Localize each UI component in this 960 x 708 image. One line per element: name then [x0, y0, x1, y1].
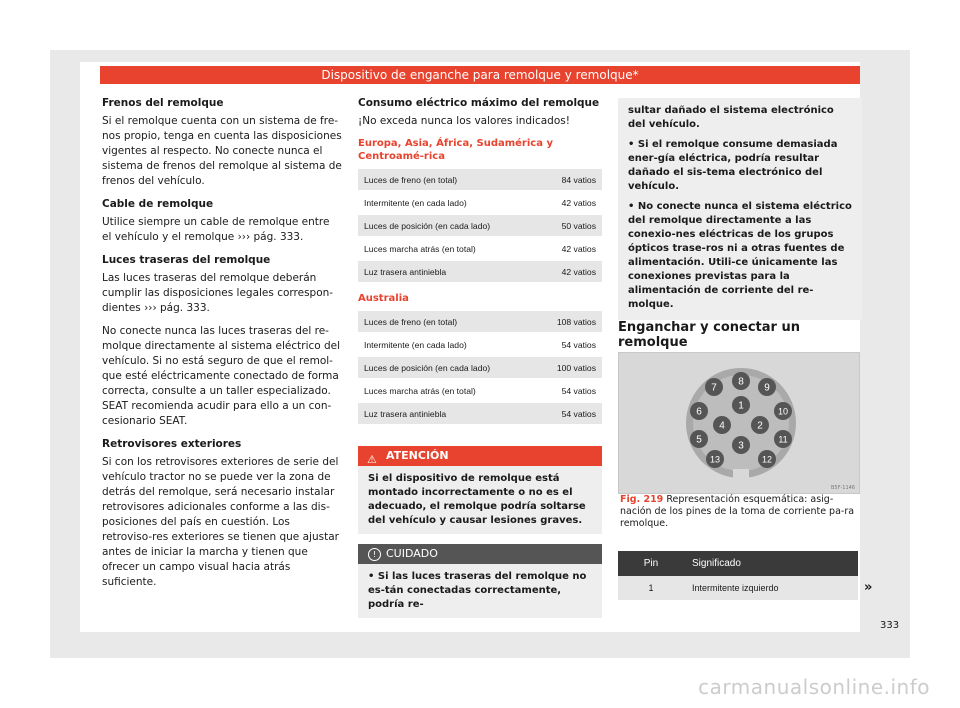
pin-7-label: 7: [711, 382, 717, 394]
table-row: [358, 169, 602, 191]
figure-caption: [620, 494, 858, 530]
caution-text: • Si las luces traseras del remolque no es-tán conectadas correctamente, podría re-: [358, 564, 602, 618]
row-value: 54 vatios: [526, 379, 602, 402]
connector-figure: [618, 352, 860, 494]
row-label: Luces marcha atrás (en total): [358, 237, 526, 260]
pin-9-label: 9: [764, 382, 770, 394]
row-value: 100 vatios: [526, 356, 602, 379]
chapter-header: Dispositivo de enganche para remolque y remolque*: [100, 66, 860, 84]
row-label: Intermitente (en cada lado): [358, 191, 526, 214]
table-row: [618, 576, 858, 600]
text-cable: Utilice siempre un cable de remolque entre el vehículo y el remolque ››› pág. 333.: [102, 216, 330, 243]
section-title: Enganchar y conectar un remolque: [618, 320, 800, 350]
table-row: [358, 311, 602, 333]
text-luces-2: No conecte nunca las luces traseras del re-molque directamente al sistema eléctrico del vehículo. Si no está seguro de que el remol-que esté eléctricamente conectado de forma correcta, consulte a un taller especializado. SEAT recomienda acudir para ello a un con-cesionario SEAT.: [102, 325, 341, 427]
heading-retrovisores: Retrovisores exteriores: [102, 438, 242, 450]
row-value: 42 vatios: [526, 237, 602, 260]
caution-box: [358, 544, 602, 618]
table-australia: [358, 311, 602, 426]
pin-cell: 1: [618, 576, 684, 600]
row-label: Luz trasera antiniebla: [358, 402, 526, 425]
pin-table: [618, 551, 858, 600]
row-value: 42 vatios: [526, 260, 602, 283]
table-europa: [358, 169, 602, 284]
watermark: carmanualsonline.info: [698, 675, 930, 699]
socket-notch: [733, 469, 749, 479]
pin-5-label: 5: [696, 434, 702, 446]
table-row: [358, 333, 602, 356]
row-label: Luz trasera antiniebla: [358, 260, 526, 283]
caution-header: [358, 544, 602, 564]
socket-diagram: [619, 353, 859, 493]
header-significado: Significado: [684, 551, 858, 576]
table-row: [358, 191, 602, 214]
warning-box: [358, 446, 602, 534]
figure-caption-text: Representación esquemática: asig-nación de los pines de la toma de corriente pa-ra remolque.: [620, 494, 855, 529]
row-value: 108 vatios: [526, 311, 602, 333]
figure-label: Fig. 219: [620, 494, 664, 505]
table-row: [358, 356, 602, 379]
pin-4-label: 4: [719, 420, 725, 432]
row-value: 54 vatios: [526, 333, 602, 356]
warning-triangle-icon: ⚠: [367, 453, 377, 466]
heading-frenos: Frenos del remolque: [102, 97, 224, 109]
row-value: 84 vatios: [526, 169, 602, 191]
heading-cable: Cable de remolque: [102, 198, 214, 210]
row-label: Luces de posición (en cada lado): [358, 214, 526, 237]
table-row: [358, 237, 602, 260]
row-label: Luces de posición (en cada lado): [358, 356, 526, 379]
text-retrovisores: Si con los retrovisores exteriores de serie del vehículo tractor no se puede ver la zona de detrás del remolque, será necesario instalar retrovisores adicionales conforme a las dis-posiciones del país en cuestión. Los retroviso-res exteriores se tienen que ajustar antes de iniciar la marcha y tienen que ofrecer un campo visual hacia atrás suficiente.: [102, 456, 339, 588]
row-value: 50 vatios: [526, 214, 602, 237]
row-label: Luces de freno (en total): [358, 311, 526, 333]
text-consumo-intro: ¡No exceda nunca los valores indicados!: [358, 115, 570, 127]
pin-table-header: [618, 551, 858, 576]
significado-cell: Intermitente izquierdo: [684, 576, 858, 600]
text-frenos: Si el remolque cuenta con un sistema de fre-nos propio, tenga en cuenta las disposiciones vigentes al respecto. No conecte nunca el sistema de frenos del remolque al sistema de frenos del vehículo.: [102, 115, 342, 187]
table-row: [358, 402, 602, 425]
figure-code: B5F-1146: [830, 485, 855, 491]
header-pin: Pin: [618, 551, 684, 576]
pin-1-label: 1: [738, 400, 744, 412]
pin-2-label: 2: [757, 420, 763, 432]
pin-10-label: 10: [777, 406, 789, 417]
region-europa: Europa, Asia, África, Sudamérica y Centroamé-rica: [358, 138, 553, 162]
caution-bullet: • Si el remolque consume demasiada ener-gía eléctrica, podría resultar dañado el sis-tema electrónico del vehículo.: [628, 139, 838, 192]
continue-mark: »: [864, 580, 873, 595]
row-value: 42 vatios: [526, 191, 602, 214]
column-left: [102, 96, 342, 598]
pin-13-label: 13: [709, 454, 721, 465]
heading-consumo: Consumo eléctrico máximo del remolque: [358, 97, 600, 109]
table-row: [358, 379, 602, 402]
table-row: [358, 214, 602, 237]
row-label: Intermitente (en cada lado): [358, 333, 526, 356]
pin-3-label: 3: [738, 440, 744, 452]
pin-6-label: 6: [696, 406, 702, 418]
caution-icon: !: [368, 548, 381, 561]
caution-bullet: sultar dañado el sistema electrónico del vehículo.: [628, 105, 834, 130]
text-luces: Las luces traseras del remolque deberán cumplir las disposiciones legales correspon-dientes ››› pág. 333.: [102, 272, 334, 314]
column-middle: [358, 96, 602, 426]
caution-title: CUIDADO: [386, 547, 438, 560]
heading-luces: Luces traseras del remolque: [102, 254, 271, 266]
region-australia: Australia: [358, 293, 409, 304]
page-number: 333: [880, 620, 900, 631]
pin-8-label: 8: [738, 376, 744, 388]
caution-bullet: • No conecte nunca el sistema eléctrico del remolque directamente a las conexio-nes eléctricas de los grupos ópticos trase-ros ni a otras fuentes de alimentación. Utili-ce únicamente las conexiones previstas para la alimentación de corriente del re-molque.: [628, 201, 852, 310]
table-row: [358, 260, 602, 283]
caution-continued: [618, 98, 862, 320]
row-label: Luces marcha atrás (en total): [358, 379, 526, 402]
warning-text: Si el dispositivo de remolque está montado incorrectamente o no es el adecuado, el remolque podría soltarse del vehículo y causar lesiones graves.: [358, 466, 602, 534]
warning-header: [358, 446, 602, 466]
pin-12-label: 12: [761, 454, 773, 465]
row-value: 54 vatios: [526, 402, 602, 425]
pin-11-label: 11: [778, 434, 788, 445]
warning-title: ATENCIÓN: [386, 449, 449, 462]
row-label: Luces de freno (en total): [358, 169, 526, 191]
column-right: [618, 98, 862, 320]
